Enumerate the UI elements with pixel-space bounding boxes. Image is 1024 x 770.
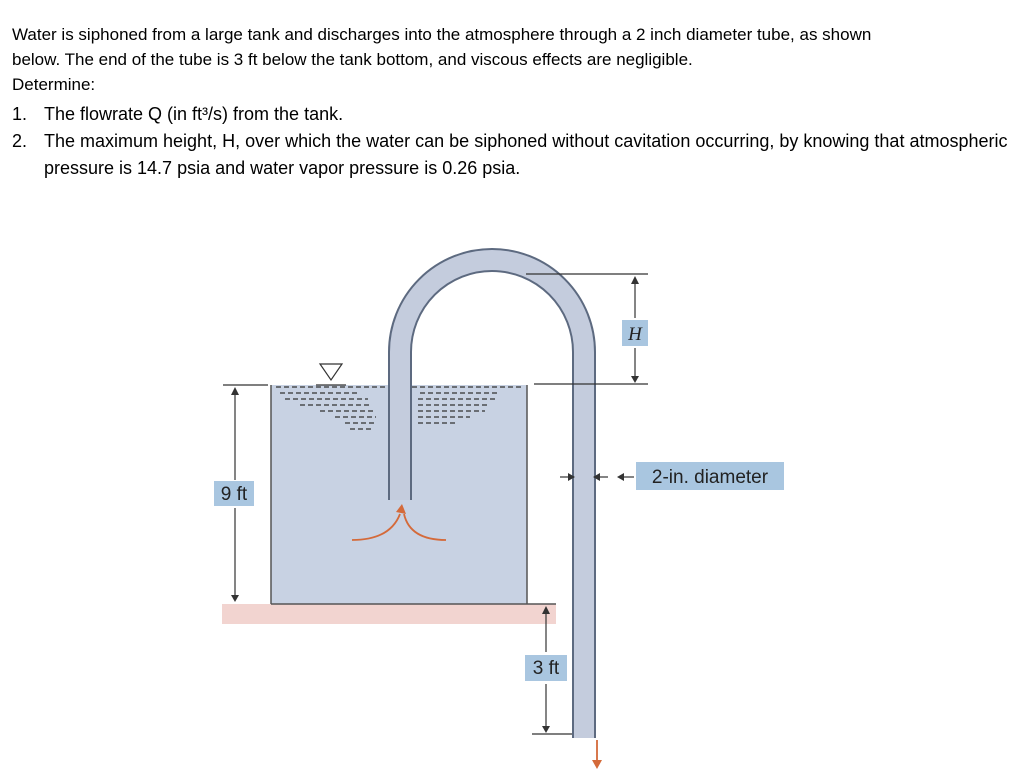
free-surface-symbol bbox=[320, 364, 342, 380]
tank-base-floor bbox=[222, 604, 556, 624]
intro-line-2: below. The end of the tube is 3 ft below the tank bottom, and viscous effects are negligible. bbox=[12, 50, 693, 69]
question-number: 1. bbox=[12, 104, 28, 124]
diameter-arrowhead bbox=[617, 473, 624, 481]
determine-label: Determine: bbox=[12, 75, 96, 94]
tank-depth-label: 9 ft bbox=[220, 484, 248, 505]
diameter-label: 2-in. diameter bbox=[651, 467, 769, 488]
below-bottom-label: 3 ft bbox=[532, 658, 560, 679]
question-text: The flowrate Q (in ft³/s) from the tank. bbox=[44, 104, 344, 124]
dimension-arrowhead bbox=[231, 387, 239, 395]
dimension-arrowhead bbox=[231, 595, 239, 602]
dimension-arrowhead bbox=[631, 376, 639, 383]
outflow-arrow bbox=[592, 740, 602, 769]
question-text: The maximum height, H, over which the water can be siphoned without cavitation occurring, by knowing that atmospheric pressure is 14.7 psia and water vapor pressure is 0.26 psia. bbox=[44, 131, 1008, 178]
dimension-arrowhead bbox=[631, 276, 639, 284]
intro-line-1: Water is siphoned from a large tank and discharges into the atmosphere through a 2 inch diameter tube, as shown bbox=[12, 25, 872, 44]
dimension-arrowhead bbox=[542, 726, 550, 733]
height-label: H bbox=[628, 324, 642, 345]
question-number: 2. bbox=[12, 131, 28, 151]
